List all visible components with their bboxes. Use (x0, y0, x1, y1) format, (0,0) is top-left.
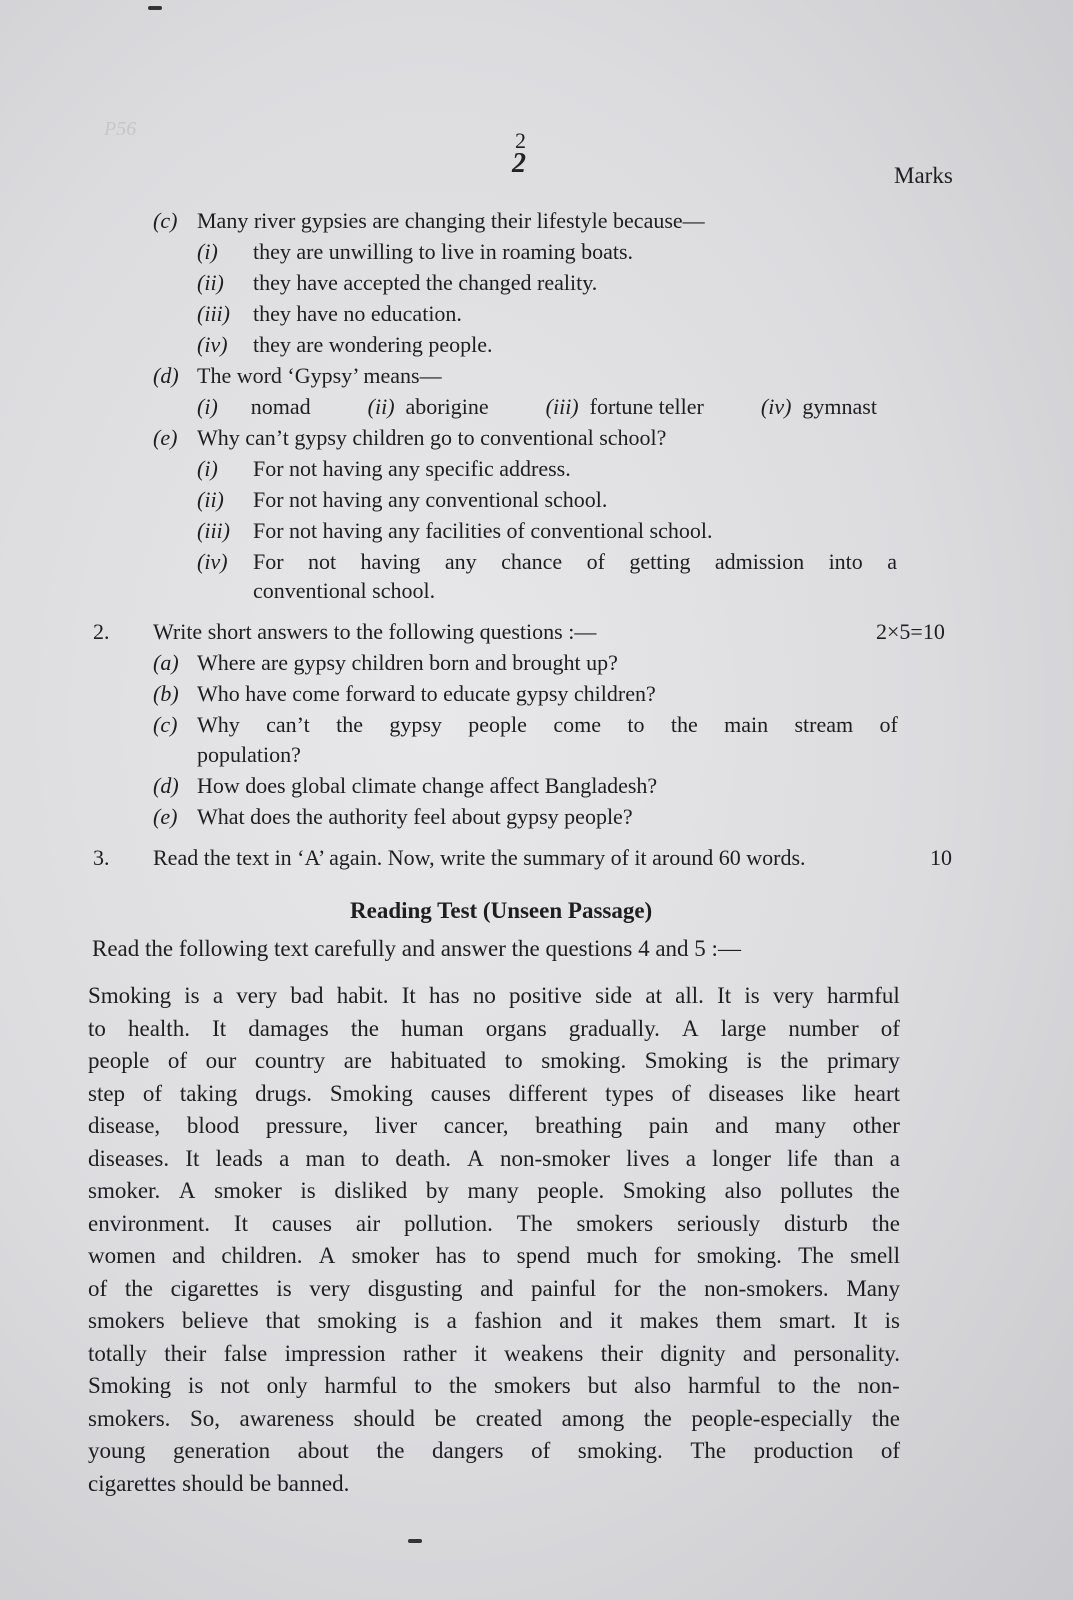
passage-word: human (401, 1015, 464, 1041)
passage-word: large (720, 1015, 767, 1041)
passage-word: and (171, 1243, 206, 1268)
passage-line (88, 1370, 900, 1403)
question-label: (e) (153, 804, 178, 829)
passage-word: The (690, 1438, 727, 1463)
passage-word: of (88, 1275, 108, 1301)
passage-word: disgusting (367, 1275, 463, 1301)
passage-word: longer (712, 1145, 771, 1171)
passage-word: A (467, 1145, 484, 1171)
passage-word: them (715, 1308, 762, 1333)
option-label: (ii) (367, 394, 395, 419)
word: main (724, 712, 769, 737)
passage-line (88, 1273, 900, 1306)
passage-word: A (682, 1015, 699, 1041)
reading-instruction: Read the following text carefully and answer the questions 4 and 5 :— (92, 936, 741, 961)
passage-word: their (164, 1340, 207, 1366)
question-text: The word ‘Gypsy’ means— (197, 363, 442, 388)
option-row (197, 454, 571, 484)
question-text: Why can’t gypsy children go to conventional school? (197, 425, 667, 450)
passage-word: to (361, 1145, 380, 1171)
passage-word: smokers (576, 1210, 654, 1236)
passage-word: to (482, 1243, 501, 1268)
passage-word: should (353, 1405, 415, 1431)
passage-word: believe (181, 1308, 249, 1333)
passage-word: about (297, 1438, 349, 1463)
option-text: For not having any chance of getting admission into a (253, 549, 897, 574)
passage-word: It (853, 1308, 868, 1333)
word: gypsy (389, 712, 442, 737)
question-2-marks: 2×5=10 (876, 619, 945, 644)
passage-word: Smoking (88, 983, 172, 1008)
passage-word: The (798, 1243, 834, 1268)
question-text: Who have come forward to educate gypsy children? (197, 681, 656, 706)
word: people (468, 712, 527, 737)
passage-line (88, 1240, 900, 1273)
passage-word: A (318, 1243, 336, 1268)
passage-word: smoker (351, 1243, 420, 1268)
passage-word: for (613, 1275, 641, 1301)
passage-word: the (871, 1210, 900, 1236)
passage-word: totally (88, 1340, 147, 1366)
passage-word: Smoking (88, 1373, 172, 1398)
word: of (879, 712, 898, 737)
reading-passage (88, 980, 900, 1500)
option-label: (i) (197, 394, 218, 419)
passage-word: the (871, 1405, 900, 1431)
passage-word: awareness (239, 1405, 335, 1431)
passage-line (88, 1045, 900, 1078)
option-text: fortune teller (589, 394, 704, 419)
option-label: (iii) (197, 518, 230, 543)
passage-word: but (587, 1373, 618, 1398)
passage-word: has (435, 1243, 467, 1268)
passage-word: generation (173, 1438, 271, 1463)
passage-word: to (414, 1373, 433, 1398)
passage-word: weakens (504, 1340, 584, 1366)
passage-word: non- (857, 1373, 900, 1398)
passage-word: a (685, 1145, 696, 1171)
question-2e (153, 802, 633, 832)
question-label: (c) (153, 712, 178, 737)
option-text: they have no education. (253, 301, 462, 326)
passage-line (88, 1078, 900, 1111)
passage-word: The (516, 1210, 553, 1236)
question-2c (153, 710, 898, 740)
passage-word: and (559, 1308, 593, 1333)
passage-word: damages (248, 1015, 329, 1041)
passage-word: of (167, 1048, 188, 1073)
option-row (197, 299, 462, 329)
passage-word: all. (675, 983, 704, 1008)
option-label: (iv) (197, 549, 228, 574)
option-label: (iii) (545, 394, 579, 419)
word: stream (794, 712, 854, 737)
passage-word: taking (179, 1080, 238, 1106)
ink-mark (408, 1539, 422, 1543)
passage-word: diseases. (88, 1145, 170, 1171)
passage-word: dignity (660, 1340, 726, 1366)
passage-word: people (88, 1048, 150, 1073)
passage-word: also (724, 1178, 762, 1203)
passage-line (88, 1013, 900, 1046)
passage-line (88, 980, 900, 1013)
passage-word: makes (639, 1308, 699, 1333)
passage-word: environment. (88, 1210, 210, 1236)
passage-word: spend (516, 1243, 571, 1268)
handwritten-page-number: 2 (512, 148, 526, 179)
passage-word: be (434, 1405, 457, 1431)
passage-word: man (305, 1145, 346, 1171)
passage-word: smoker (214, 1178, 282, 1203)
passage-word: created (475, 1405, 543, 1431)
passage-word: the (124, 1275, 153, 1301)
passage-word: not (220, 1373, 250, 1398)
passage-word: a (446, 1308, 457, 1333)
passage-word: smell (850, 1243, 900, 1268)
passage-word: to (504, 1048, 523, 1073)
marks-column-label: Marks (894, 163, 953, 188)
passage-word: health. (128, 1015, 190, 1041)
passage-word: cancer, (443, 1113, 509, 1138)
passage-word: smokers (494, 1373, 571, 1398)
passage-word: very (236, 983, 278, 1008)
passage-word: gradually. (568, 1015, 660, 1041)
passage-word: number (788, 1015, 859, 1041)
passage-word: types (605, 1080, 654, 1106)
passage-word: is (744, 983, 760, 1008)
passage-word: of (880, 1015, 900, 1041)
passage-word: young (88, 1438, 146, 1463)
passage-word: also (634, 1373, 672, 1398)
option-row (197, 237, 633, 267)
passage-word: Smoking (622, 1178, 706, 1203)
question-label: (c) (153, 208, 178, 233)
passage-line (88, 1110, 900, 1143)
question-text: What does the authority feel about gypsy people? (197, 804, 633, 829)
passage-word: smoking (317, 1308, 397, 1333)
passage-word: A (178, 1178, 196, 1203)
passage-word: dangers (431, 1438, 504, 1463)
passage-word: impression (284, 1340, 386, 1366)
option-row-inline (197, 392, 877, 422)
passage-word: a (279, 1145, 290, 1171)
passage-word: is (188, 1373, 204, 1398)
passage-word: the (812, 1373, 841, 1398)
option-label: (i) (197, 456, 218, 481)
passage-word: much (586, 1243, 638, 1268)
passage-word: air (355, 1210, 381, 1236)
passage-word: by (425, 1178, 449, 1203)
passage-word: life (787, 1145, 818, 1171)
passage-word: pain (648, 1113, 689, 1138)
passage-word: diseases (708, 1080, 784, 1106)
passage-word: lives (626, 1145, 670, 1171)
question-2-number: 2. (93, 619, 110, 644)
passage-word: very (309, 1275, 351, 1301)
passage-word: step (88, 1080, 126, 1106)
passage-word: children. (221, 1243, 303, 1268)
passage-word: no (472, 983, 496, 1008)
question-2a (153, 648, 618, 678)
passage-word: should (182, 1470, 244, 1496)
passage-line (88, 1175, 900, 1208)
option-label: (iv) (760, 394, 792, 419)
passage-line (88, 1305, 900, 1338)
passage-word: It (233, 1210, 248, 1236)
passage-word: the (449, 1373, 478, 1398)
word: come (553, 712, 601, 737)
passage-word: It (185, 1145, 200, 1171)
option-text: nomad (250, 394, 311, 419)
passage-word: It (401, 983, 416, 1008)
passage-word: pollutes (780, 1178, 854, 1203)
option-text: they are wondering people. (253, 332, 493, 357)
passage-word: organs (485, 1015, 547, 1041)
passage-word: smoking. (577, 1438, 663, 1463)
passage-word: of (531, 1438, 551, 1463)
passage-word: drugs. (255, 1080, 313, 1106)
passage-word: blood (186, 1113, 240, 1138)
passage-word: many (774, 1113, 826, 1138)
passage-word: many (467, 1178, 519, 1203)
question-2b (153, 679, 656, 709)
passage-word: of (880, 1438, 900, 1463)
passage-word: seriously (677, 1210, 761, 1236)
passage-word: to (88, 1015, 106, 1041)
passage-word: bad (290, 983, 324, 1008)
passage-word: disturb (784, 1210, 848, 1236)
question-continuation: population? (197, 742, 301, 767)
passage-word: at (645, 983, 662, 1008)
question-2d (153, 771, 657, 801)
passage-word: has (428, 983, 460, 1008)
question-3-text: Read the text in ‘A’ again. Now, write the summary of it around 60 words. (153, 845, 806, 870)
option-text: aborigine (405, 394, 489, 419)
passage-word: cigarettes (170, 1275, 259, 1301)
option-label: (iii) (197, 301, 230, 326)
option-label: (ii) (197, 270, 224, 295)
passage-word: non-smokers. (704, 1275, 829, 1301)
passage-word: liver (374, 1113, 418, 1138)
option-continuation: conventional school. (253, 578, 436, 603)
passage-word: the (871, 1178, 900, 1203)
passage-word: be (249, 1470, 272, 1496)
passage-word: is (300, 1178, 316, 1203)
passage-word: to (777, 1373, 796, 1398)
passage-word: harmful (324, 1373, 398, 1398)
word: the (670, 712, 698, 737)
passage-word: smoking. (696, 1243, 782, 1268)
passage-word: a (889, 1145, 900, 1171)
passage-word: fashion (474, 1308, 542, 1333)
passage-word: it (473, 1340, 487, 1366)
passage-word: and (715, 1113, 749, 1138)
question-1d (153, 361, 442, 391)
option-label: (iv) (197, 332, 228, 357)
option-text: For not having any facilities of conventional school. (253, 518, 713, 543)
passage-word: women (88, 1243, 156, 1268)
question-text: Many river gypsies are changing their lifestyle because— (197, 208, 705, 233)
passage-word: smoker. (88, 1178, 161, 1203)
passage-word: very (772, 983, 814, 1008)
passage-word: like (801, 1080, 837, 1106)
option-label: (ii) (197, 487, 224, 512)
passage-word: is (884, 1308, 900, 1333)
option-text: they are unwilling to live in roaming boats. (253, 239, 634, 264)
passage-word: Smoking (644, 1048, 728, 1073)
passage-word: than (833, 1145, 874, 1171)
passage-word: primary (827, 1048, 900, 1073)
word: to (627, 712, 645, 737)
passage-word: the (643, 1405, 672, 1431)
option-row (197, 485, 607, 515)
passage-word: people-especially (691, 1405, 853, 1431)
passage-word: harmful (827, 983, 900, 1008)
passage-word: other (852, 1113, 900, 1138)
passage-word: disliked (334, 1178, 408, 1203)
question-1e (153, 423, 666, 453)
passage-word: and (480, 1275, 514, 1301)
option-text: they have accepted the changed reality. (253, 270, 598, 295)
passage-word: is (746, 1048, 762, 1073)
option-row (197, 330, 492, 360)
question-label: (e) (153, 425, 178, 450)
word: can’t (266, 712, 310, 737)
passage-word: cigarettes (88, 1470, 177, 1496)
passage-word: personality. (793, 1340, 900, 1366)
question-text (197, 710, 898, 740)
passage-word: disease, (88, 1113, 161, 1138)
passage-word: their (600, 1340, 643, 1366)
option-text: gymnast (802, 394, 877, 419)
passage-line (88, 1403, 900, 1436)
ink-mark (148, 6, 162, 10)
passage-word: Many (846, 1275, 900, 1301)
question-label: (b) (153, 681, 179, 706)
page-number: 2 (515, 128, 526, 153)
passage-word: people. (537, 1178, 605, 1203)
passage-word: death. (395, 1145, 451, 1171)
passage-word: the (376, 1438, 405, 1463)
passage-word: production (753, 1438, 854, 1463)
option-text: For not having any conventional school. (253, 487, 608, 512)
passage-word: is (184, 983, 200, 1008)
passage-word: harmful (688, 1373, 761, 1398)
passage-word: are (343, 1048, 372, 1073)
passage-word: Smoking (329, 1080, 413, 1106)
passage-word: of (142, 1080, 163, 1106)
question-3-number: 3. (93, 845, 110, 870)
passage-word: leads (215, 1145, 263, 1171)
question-text: Where are gypsy children born and brought up? (197, 650, 618, 675)
passage-word: is (414, 1308, 430, 1333)
passage-word: habit. (336, 983, 389, 1008)
passage-line (88, 1143, 900, 1176)
passage-word: the (350, 1015, 379, 1041)
passage-word: pressure, (265, 1113, 349, 1138)
passage-line (88, 1468, 900, 1501)
passage-word: pollution. (404, 1210, 493, 1236)
passage-word: non-smoker (499, 1145, 610, 1171)
passage-word: rather (402, 1340, 457, 1366)
passage-word: causes (430, 1080, 491, 1106)
passage-word: smokers. (88, 1405, 171, 1431)
option-text: For not having any specific address. (253, 456, 571, 481)
passage-line (88, 1435, 900, 1468)
question-1c (153, 206, 705, 236)
option-row (197, 516, 712, 546)
passage-word: causes (271, 1210, 332, 1236)
question-2-text: Write short answers to the following questions :— (153, 619, 597, 644)
passage-word: is (276, 1275, 292, 1301)
passage-word: It (212, 1015, 227, 1041)
passage-word: and (742, 1340, 777, 1366)
passage-word: smoking. (541, 1048, 627, 1073)
passage-word: positive (509, 983, 582, 1008)
passage-word: habituated (390, 1048, 487, 1073)
word: Why (197, 712, 240, 737)
option-label: (i) (197, 239, 218, 264)
word: the (336, 712, 363, 737)
faint-stamp: P56 (104, 118, 137, 140)
passage-word: the (780, 1048, 809, 1073)
option-row (197, 268, 597, 298)
passage-word: different (508, 1080, 588, 1106)
passage-line (88, 1338, 900, 1371)
question-3-marks: 10 (930, 845, 952, 870)
passage-word: the (658, 1275, 687, 1301)
passage-word: among (561, 1405, 625, 1431)
section-heading: Reading Test (Unseen Passage) (350, 898, 653, 923)
passage-word: It (717, 983, 732, 1008)
passage-word: country (254, 1048, 326, 1073)
question-text: How does global climate change affect Bangladesh? (197, 773, 658, 798)
passage-word: our (205, 1048, 237, 1073)
question-label: (d) (153, 363, 179, 388)
passage-line (88, 1208, 900, 1241)
passage-word: banned. (277, 1470, 350, 1496)
passage-word: painful (531, 1275, 597, 1301)
passage-word: So, (189, 1405, 220, 1431)
passage-word: false (223, 1340, 268, 1366)
passage-word: it (609, 1308, 623, 1333)
passage-word: side (595, 983, 633, 1008)
question-label: (d) (153, 773, 179, 798)
passage-word: that (265, 1308, 301, 1333)
passage-word: heart (854, 1080, 900, 1106)
passage-word: of (671, 1080, 691, 1106)
passage-word: for (653, 1243, 681, 1268)
passage-word: smart. (779, 1308, 836, 1333)
question-label: (a) (153, 650, 179, 675)
option-row (197, 547, 897, 577)
passage-word: breathing (535, 1113, 623, 1138)
passage-word: a (212, 983, 224, 1008)
passage-word: smokers (88, 1308, 165, 1333)
passage-word: only (266, 1373, 308, 1398)
